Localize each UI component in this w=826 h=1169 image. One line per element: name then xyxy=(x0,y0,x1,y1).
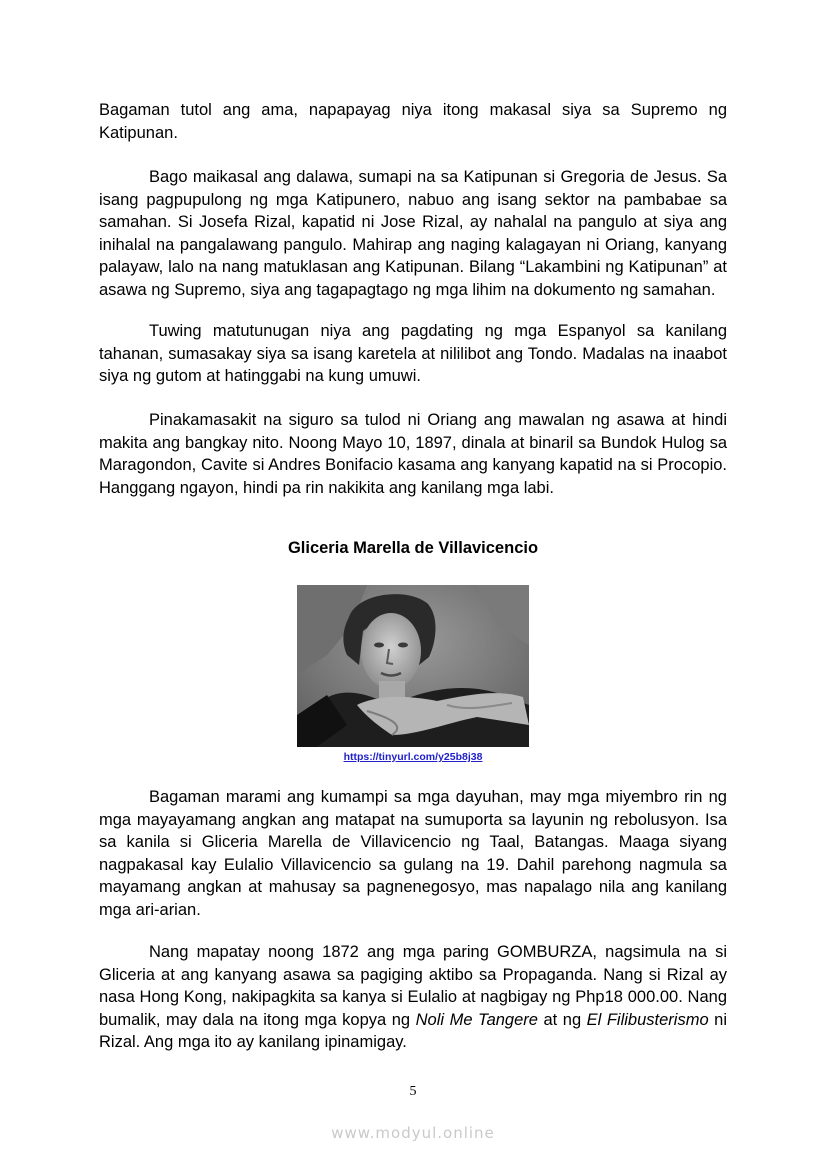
paragraph-1 xyxy=(99,99,727,144)
portrait-image xyxy=(297,585,529,747)
paragraph-2 xyxy=(99,166,727,301)
image-source-link[interactable]: https://tinyurl.com/y25b8j38 xyxy=(343,751,483,763)
paragraph-4 xyxy=(99,409,727,499)
paragraph-5-text: Bagaman marami ang kumampi sa mga dayuhan, may mga miyembro rin ng mga mayayamang angkan ang matapat na sumuporta sa layunin ng rebolusyon. Isa sa kanila si Gliceria Marella de Villavicencio ng Taal, Batangas. Maaga siyang nagpakasal kay Eulalio Villavicencio sa gulang na 19. Dahil parehong nagmula sa mayamang angkan at mahusay sa pagnenegosyo, mas napalago nila ang kanilang mga ari-arian. xyxy=(99,788,727,919)
paragraph-6-text-1: Nang mapatay noong 1872 ang mga paring GOMBURZA, nagsimula na si Gliceria at ang kanyang asawa sa pagiging aktibo sa Propaganda. Nang si Rizal ay nasa Hong Kong, nakipagkita sa kanya si Eulalio at nagbigay ng Php18 000.00. Nang bumalik, may dala na itong mga kopya ng xyxy=(99,943,727,1029)
book-title-fili: El Filibusterismo xyxy=(586,1010,709,1029)
paragraph-6-text-3: ni Rizal. Ang mga ito ay kanilang ipinamigay. xyxy=(99,1010,727,1051)
paragraph-6-text-2: at ng xyxy=(537,1010,587,1029)
paragraph-4-text: Pinakamasakit na siguro sa tulod ni Oriang ang mawalan ng asawa at hindi makita ang bangkay nito. Noong Mayo 10, 1897, dinala at binaril sa Bundok Hulog sa Maragondon, Cavite si Andres Bonifacio kasama ang kanyang kapatid na si Procopio. Hanggang ngayon, hindi pa rin nakikita ang kanilang mga labi. xyxy=(99,411,727,497)
page-number: 5 xyxy=(409,1084,417,1099)
watermark: www.modyul.online xyxy=(331,1124,495,1142)
paragraph-3 xyxy=(99,320,727,388)
section-heading: Gliceria Marella de Villavicencio xyxy=(287,539,539,557)
paragraph-3-text: Tuwing matutunugan niya ang pagdating ng mga Espanyol sa kanilang tahanan, sumasakay siya sa isang karetela at nililibot ang Tondo. Madalas na inaabot siya ng gutom at hatinggabi na kung umuwi. xyxy=(99,322,727,385)
paragraph-1-text: Bagaman tutol ang ama, napapayag niya itong makasal siya sa Supremo ng Katipunan. xyxy=(99,101,727,142)
paragraph-5 xyxy=(99,786,727,921)
paragraph-6 xyxy=(99,941,727,1054)
paragraph-2-text: Bago maikasal ang dalawa, sumapi na sa Katipunan si Gregoria de Jesus. Sa isang pagpupulong ng mga Katipunero, nabuo ang isang sektor na pambabae sa samahan. Si Josefa Rizal, kapatid ni Jose Rizal, ay nahalal na pangulo at siya ang inihalal na pangalawang pangulo. Mahirap ang naging kalagayan ni Oriang, kanyang palayaw, lalo na nang matuklasan ang Katipunan. Bilang “Lakambini ng Katipunan” at asawa ng Supremo, siya ang tagapagtago ng mga lihim na dokumento ng samahan. xyxy=(99,168,727,299)
book-title-noli: Noli Me Tangere xyxy=(415,1010,538,1029)
